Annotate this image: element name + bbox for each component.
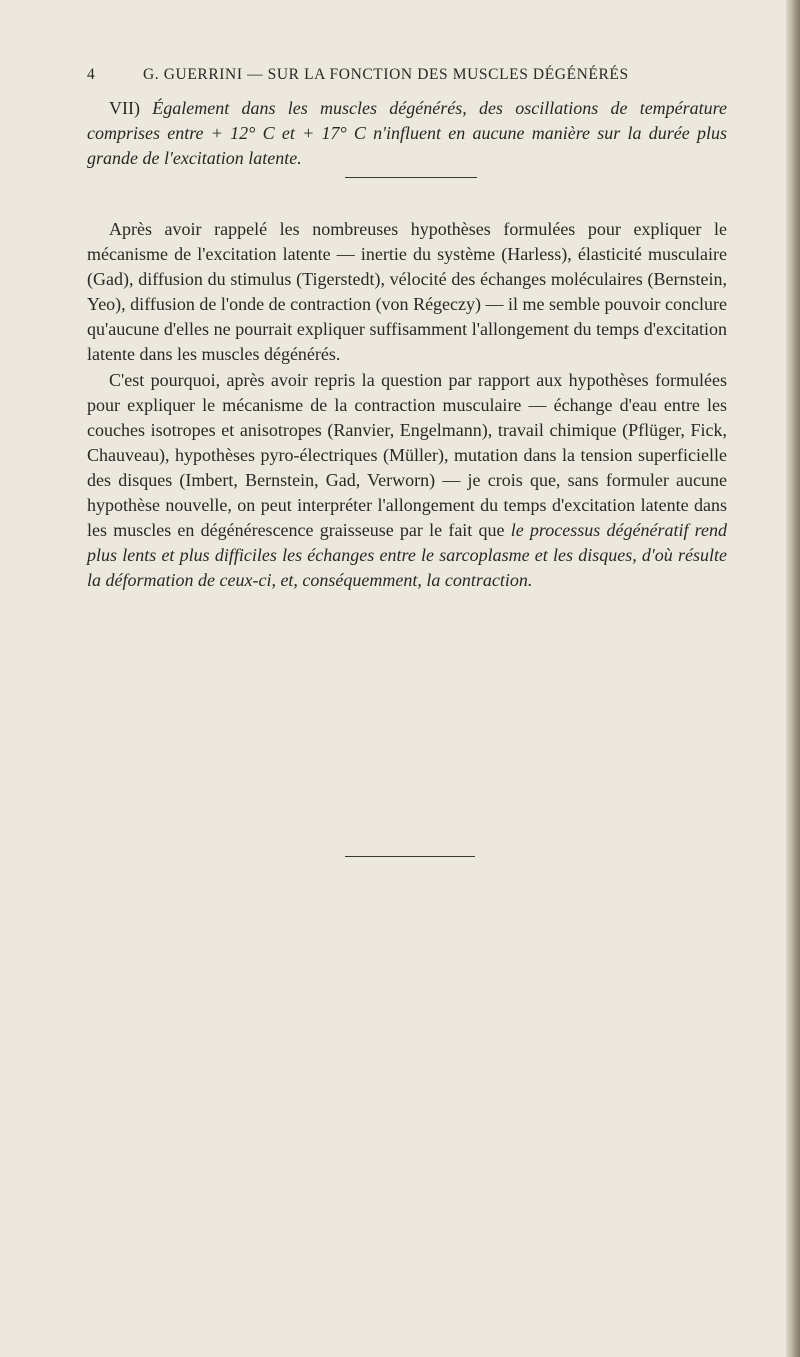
- section-heading-text: Également dans les muscles dégénérés, des oscillations de température comprises entre + 12° C et + 17° C n'influent en aucune manière sur la durée plus grande de l'excitation latente.: [87, 98, 728, 168]
- paragraph-2-text: C'est pourquoi, après avoir repris la question par rapport aux hypothèses formulées pour expliquer le mécanisme de la contraction musculaire — échange d'eau entre les couches isotropes et anisotropes (Ranvier, Engelmann), travail chimique (Pflüger, Fick, Chauveau), hypothèses pyro-électriques (Müller), mutation dans la tension superficielle des disques (Imbert, Bernstein, Gad, Verworn) — je crois que, sans formuler aucune hypothèse nouvelle, on peut interpréter l'allongement du temps d'excitation latente dans les muscles en dégénérescence graisseuse par le fait que: [87, 369, 727, 541]
- running-title: G. GUERRINI — SUR LA FONCTION DES MUSCLES DÉGÉNÉRÉS: [143, 66, 629, 83]
- end-divider: [345, 856, 475, 857]
- page-edge-shadow: [786, 0, 800, 1357]
- page-number: 4: [87, 66, 96, 83]
- paragraph-2: [87, 368, 727, 594]
- paragraph-2-emphasis: le processus dégénératif rend plus lents et plus difficiles les échanges entre le sarcoplasme et les disques, d'où résulte la déformation de ceux-ci, et, conséquemment, la contraction.: [87, 520, 727, 591]
- body-text: [87, 217, 727, 593]
- paragraph-1: [87, 217, 727, 368]
- paragraph-1-text: Après avoir rappelé les nombreuses hypothèses formulées pour expliquer le mécanisme de l'excitation latente — inertie du système (Harless), élasticité musculaire (Gad), diffusion du stimulus (Tigerstedt), vélocité des échanges moléculaires (Bernstein, Yeo), diffusion de l'onde de contraction (von Régeczy) — il me semble pouvoir conclure qu'aucune d'elles ne pourrait expliquer suffisamment l'allongement du temps d'excitation latente dans les muscles dégénérés.: [87, 219, 727, 365]
- section-divider: [345, 177, 477, 178]
- running-header: [87, 66, 717, 84]
- section-number: VII): [109, 98, 140, 118]
- section-heading: [87, 96, 727, 171]
